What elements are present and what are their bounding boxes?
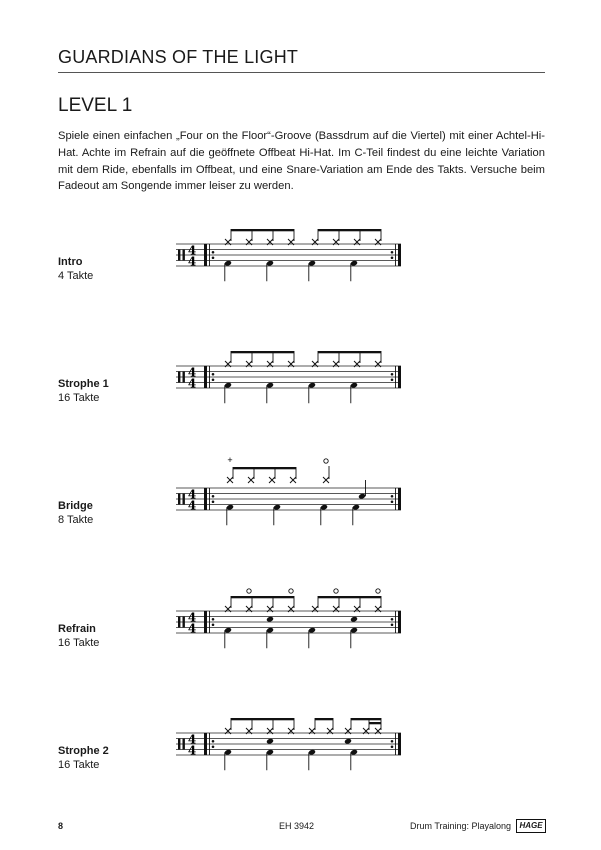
repeat-dot — [391, 740, 394, 743]
page-title: GUARDIANS OF THE LIGHT — [58, 47, 299, 67]
repeat-dot — [391, 378, 394, 381]
drum-staff-3 — [176, 589, 401, 648]
time-signature-top: 4 — [187, 732, 197, 747]
repeat-start-thick — [204, 244, 207, 266]
repeat-end-thick — [398, 488, 401, 510]
note-beam — [231, 229, 294, 231]
repeat-dot — [391, 623, 394, 626]
repeat-dot — [212, 256, 215, 259]
section-bars: 16 Takte — [58, 637, 100, 649]
repeat-start-thick — [204, 733, 207, 755]
percussion-clef — [183, 739, 185, 750]
repeat-dot — [212, 251, 215, 254]
repeat-end-thick — [398, 244, 401, 266]
publisher-logo: HAGE — [516, 819, 546, 833]
section-name: Strophe 1 — [58, 378, 109, 390]
repeat-dot — [212, 373, 215, 376]
repeat-dot — [391, 500, 394, 503]
repeat-dot — [212, 740, 215, 743]
repeat-dot — [391, 256, 394, 259]
note-beam — [318, 229, 381, 231]
open-hihat-mark — [289, 589, 293, 593]
open-hihat-mark — [376, 589, 380, 593]
repeat-dot — [391, 618, 394, 621]
percussion-clef — [183, 250, 185, 261]
repeat-end-thick — [398, 366, 401, 388]
section-name: Refrain — [58, 623, 96, 635]
percussion-clef — [178, 494, 180, 505]
footer-series-title: Drum Training: Playalong — [410, 821, 512, 831]
repeat-dot — [391, 373, 394, 376]
note-beam — [318, 596, 381, 598]
repeat-start-thick — [204, 366, 207, 388]
time-signature-top: 4 — [187, 365, 197, 380]
open-hihat-mark — [247, 589, 251, 593]
section-bars: 16 Takte — [58, 392, 100, 404]
note-beam — [233, 467, 296, 469]
repeat-dot — [391, 745, 394, 748]
intro-paragraph: Spiele einen einfachen „Four on the Floor“-Groove (Bassdrum auf die Viertel) mit einer Achtel-Hi-Hat. Achte im Refrain auf die geöffnete Offbeat Hi-Hat. Im C-Teil findest du eine leichte Variation mit dem Ride, ebenfalls im Offbeat, und eine Snare-Variation am Ende des Takts. Versuche beim Fadeout am Songende immer leiser zu werden. — [58, 130, 545, 193]
repeat-dot — [212, 623, 215, 626]
repeat-dot — [391, 251, 394, 254]
time-signature-top: 4 — [187, 243, 197, 258]
time-signature-bottom: 4 — [187, 376, 197, 391]
repeat-dot — [391, 495, 394, 498]
repeat-end-thick — [398, 611, 401, 633]
percussion-clef — [183, 617, 185, 628]
footer-page-number: 8 — [58, 821, 64, 831]
section-bars: 8 Takte — [58, 514, 94, 526]
section-bars: 4 Takte — [58, 270, 94, 282]
time-signature-bottom: 4 — [187, 621, 197, 636]
repeat-start-thick — [204, 488, 207, 510]
repeat-end-thick — [398, 733, 401, 755]
note-beam — [231, 596, 294, 598]
percussion-clef — [178, 617, 180, 628]
percussion-clef — [183, 372, 185, 383]
repeat-dot — [212, 500, 215, 503]
repeat-start-thick — [204, 611, 207, 633]
repeat-dot — [212, 495, 215, 498]
section-name: Bridge — [58, 500, 93, 512]
note-beam — [315, 718, 333, 720]
repeat-dot — [212, 618, 215, 621]
section-name: Intro — [58, 256, 83, 268]
section-bars: 16 Takte — [58, 759, 100, 771]
open-hihat-mark — [334, 589, 338, 593]
note-beam — [369, 722, 381, 724]
repeat-dot — [212, 378, 215, 381]
time-signature-bottom: 4 — [187, 498, 197, 513]
repeat-dot — [212, 745, 215, 748]
time-signature-top: 4 — [187, 487, 197, 502]
percussion-clef — [178, 372, 180, 383]
drum-staff-2 — [176, 455, 401, 525]
time-signature-bottom: 4 — [187, 743, 197, 758]
accent-plus-mark: + — [227, 455, 233, 465]
note-beam — [351, 718, 381, 720]
note-beam — [231, 351, 294, 353]
footer-edition-code: EH 3942 — [279, 821, 315, 831]
note-beam — [231, 718, 294, 720]
drum-staff-1 — [176, 351, 401, 403]
section-name: Strophe 2 — [58, 745, 109, 757]
percussion-clef — [183, 494, 185, 505]
note-beam — [318, 351, 381, 353]
percussion-clef — [178, 739, 180, 750]
level-heading: LEVEL 1 — [58, 95, 133, 116]
drum-staff-0 — [176, 229, 401, 281]
time-signature-bottom: 4 — [187, 254, 197, 269]
time-signature-top: 4 — [187, 610, 197, 625]
open-hihat-mark — [324, 459, 328, 463]
percussion-clef — [178, 250, 180, 261]
drum-staff-4 — [176, 718, 401, 770]
